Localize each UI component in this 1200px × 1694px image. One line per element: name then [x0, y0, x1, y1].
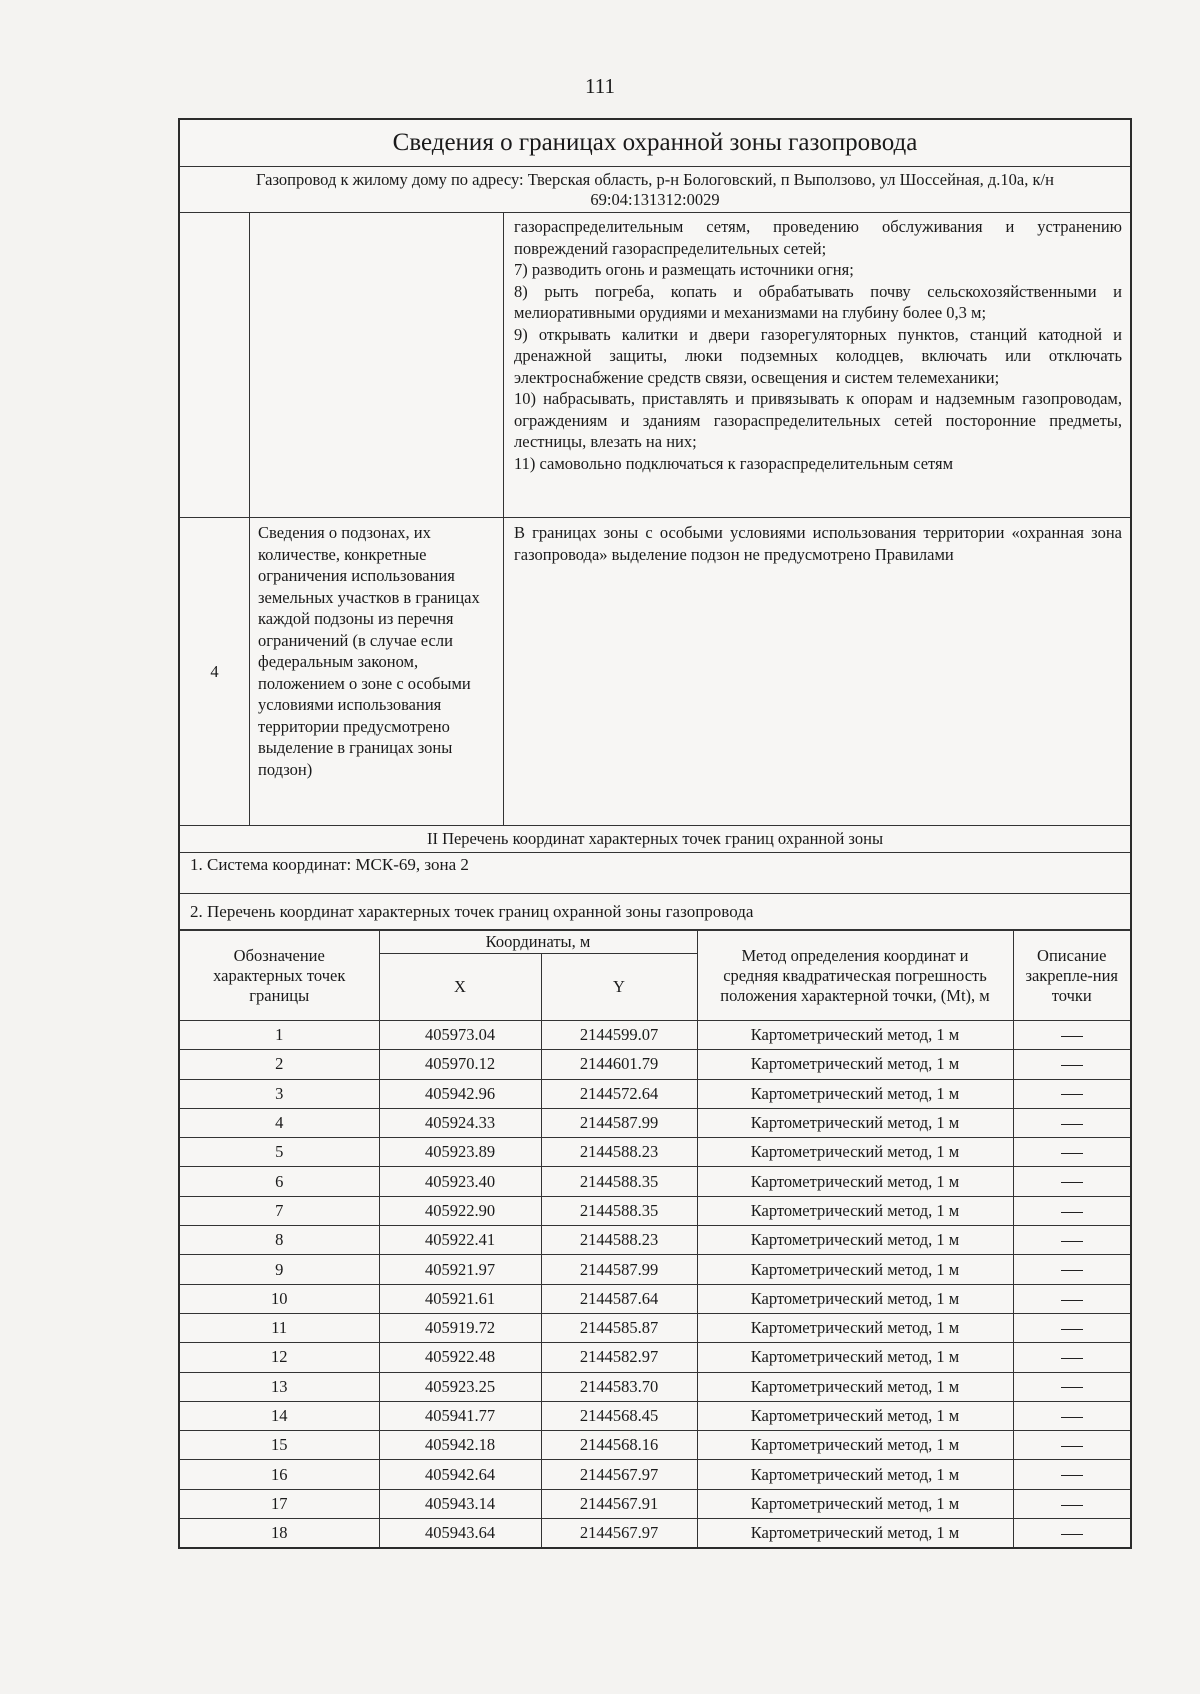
x-coordinate: 405970.12: [379, 1050, 541, 1079]
dash-mark: [1061, 1358, 1083, 1359]
x-coordinate: 405921.97: [379, 1255, 541, 1284]
y-coordinate: 2144588.35: [541, 1167, 697, 1196]
point-header: Обозначение характерных точек границы: [180, 931, 379, 1021]
dash-mark: [1061, 1475, 1083, 1476]
method-cell: Картометрический метод, 1 м: [697, 1372, 1013, 1401]
point-number: 11: [180, 1313, 379, 1342]
point-number: 8: [180, 1226, 379, 1255]
table-row: [180, 1138, 1130, 1167]
point-number: 14: [180, 1401, 379, 1430]
method-cell: Картометрический метод, 1 м: [697, 1284, 1013, 1313]
method-cell: Картометрический метод, 1 м: [697, 1255, 1013, 1284]
x-coordinate: 405942.64: [379, 1460, 541, 1489]
x-coordinate: 405942.18: [379, 1431, 541, 1460]
table-row: [180, 1401, 1130, 1430]
dash-mark: [1061, 1065, 1083, 1066]
method-cell: Картометрический метод, 1 м: [697, 1138, 1013, 1167]
point-number: 12: [180, 1343, 379, 1372]
point-number: 2: [180, 1050, 379, 1079]
dash-mark: [1061, 1329, 1083, 1330]
method-cell: Картометрический метод, 1 м: [697, 1167, 1013, 1196]
x-coordinate: 405923.89: [379, 1138, 541, 1167]
description-cell: [1013, 1079, 1130, 1108]
y-header: Y: [541, 954, 697, 1021]
table-row: [180, 1079, 1130, 1108]
point-number: 10: [180, 1284, 379, 1313]
y-coordinate: 2144567.91: [541, 1489, 697, 1518]
method-cell: Картометрический метод, 1 м: [697, 1519, 1013, 1548]
dash-mark: [1061, 1417, 1083, 1418]
method-cell: Картометрический метод, 1 м: [697, 1079, 1013, 1108]
dash-mark: [1061, 1153, 1083, 1154]
description-cell: [1013, 1284, 1130, 1313]
y-coordinate: 2144587.99: [541, 1255, 697, 1284]
restriction-line: газораспределительным сетям, проведению обслуживания и устранению повреждений газораспределительных сетей;: [514, 217, 1122, 258]
method-cell: Картометрический метод, 1 м: [697, 1050, 1013, 1079]
point-number: 15: [180, 1431, 379, 1460]
table-row: [180, 1255, 1130, 1284]
document-subtitle: Газопровод к жилому дому по адресу: Тверская область, р-н Бологовский, п Выползово, ул Шоссейная, д.10а, к/н 69:04:131312:0029: [180, 167, 1130, 213]
point-number: 6: [180, 1167, 379, 1196]
method-cell: Картометрический метод, 1 м: [697, 1489, 1013, 1518]
page-number: 111: [585, 74, 615, 98]
point-number: 17: [180, 1489, 379, 1518]
coordinates-table: [180, 930, 1130, 1547]
point-number: 9: [180, 1255, 379, 1284]
dash-mark: [1061, 1505, 1083, 1506]
description-cell: [1013, 1138, 1130, 1167]
y-coordinate: 2144567.97: [541, 1460, 697, 1489]
description-cell: [1013, 1372, 1130, 1401]
method-header: Метод определения координат и средняя квадратическая погрешность положения характерной точки, (Mt), м: [697, 931, 1013, 1021]
dash-mark: [1061, 1241, 1083, 1242]
description-cell: [1013, 1167, 1130, 1196]
x-coordinate: 405924.33: [379, 1108, 541, 1137]
section-heading: II Перечень координат характерных точек границ охранной зоны: [180, 826, 1130, 853]
y-coordinate: 2144588.23: [541, 1226, 697, 1255]
point-number: 16: [180, 1460, 379, 1489]
point-number: 7: [180, 1196, 379, 1225]
description-header: Описание закрепле-ния точки: [1013, 931, 1130, 1021]
description-cell: [1013, 1343, 1130, 1372]
y-coordinate: 2144587.64: [541, 1284, 697, 1313]
point-number: 4: [180, 1108, 379, 1137]
method-cell: Картометрический метод, 1 м: [697, 1313, 1013, 1342]
description-cell: [1013, 1313, 1130, 1342]
dash-mark: [1061, 1212, 1083, 1213]
method-cell: Картометрический метод, 1 м: [697, 1431, 1013, 1460]
description-cell: [1013, 1196, 1130, 1225]
subzones-row: [180, 518, 1130, 826]
x-coordinate: 405921.61: [379, 1284, 541, 1313]
x-coordinate: 405943.64: [379, 1519, 541, 1548]
y-coordinate: 2144585.87: [541, 1313, 697, 1342]
coordinate-system: 1. Система координат: МСК-69, зона 2: [180, 853, 1130, 894]
subzones-description: В границах зоны с особыми условиями использования территории «охранная зона газопровода» выделение подзон не предусмотрено Правилами: [514, 523, 1122, 564]
restrictions-text: [504, 213, 1130, 517]
subzones-parameter: Сведения о подзонах, их количестве, конкретные ограничения использования земельных участков в границах каждой подзоны из перечня ограничений (в случае если федеральным законом, положением о зоне с особыми условиями использования территории предусмотрено выделение в границах зоны подзон): [250, 518, 504, 825]
continuation-row: [180, 213, 1130, 518]
description-cell: [1013, 1108, 1130, 1137]
method-cell: Картометрический метод, 1 м: [697, 1343, 1013, 1372]
table-row: [180, 1343, 1130, 1372]
description-cell: [1013, 1401, 1130, 1430]
restriction-line: 9) открывать калитки и двери газорегуляторных пунктов, станций катодной и дренажной защиты, люки подземных колодцев, включать или отключать электроснабжение средств связи, освещения и систем телемеханики;: [514, 324, 1122, 387]
restriction-line: 7) разводить огонь и размещать источники огня;: [514, 260, 854, 279]
point-number: 5: [180, 1138, 379, 1167]
dash-mark: [1061, 1094, 1083, 1095]
y-coordinate: 2144587.99: [541, 1108, 697, 1137]
restriction-line: 10) набрасывать, приставлять и привязывать к опорам и надземным газопроводам, ограждениям и зданиям газораспределительных сетей посторонние предметы, лестницы, влезать на них;: [514, 389, 1122, 451]
dash-mark: [1061, 1300, 1083, 1301]
point-number: 1: [180, 1021, 379, 1050]
point-number: 3: [180, 1079, 379, 1108]
x-coordinate: 405942.96: [379, 1079, 541, 1108]
x-coordinate: 405922.41: [379, 1226, 541, 1255]
method-cell: Картометрический метод, 1 м: [697, 1226, 1013, 1255]
coords-header: Координаты, м: [379, 931, 697, 954]
description-cell: [1013, 1021, 1130, 1050]
description-cell: [1013, 1460, 1130, 1489]
description-cell: [1013, 1519, 1130, 1548]
method-cell: Картометрический метод, 1 м: [697, 1460, 1013, 1489]
description-cell: [1013, 1226, 1130, 1255]
zone-info-table: [178, 118, 1132, 1549]
coordinates-list-title: 2. Перечень координат характерных точек границ охранной зоны газопровода: [180, 894, 1130, 930]
point-number: 18: [180, 1519, 379, 1548]
x-coordinate: 405922.90: [379, 1196, 541, 1225]
dash-mark: [1061, 1387, 1083, 1388]
y-coordinate: 2144572.64: [541, 1079, 697, 1108]
table-row: [180, 1021, 1130, 1050]
description-cell: [1013, 1050, 1130, 1079]
x-coordinate: 405922.48: [379, 1343, 541, 1372]
table-row: [180, 1460, 1130, 1489]
continuation-parameter-cell: [250, 213, 504, 517]
x-coordinate: 405923.25: [379, 1372, 541, 1401]
method-cell: Картометрический метод, 1 м: [697, 1021, 1013, 1050]
table-row: [180, 1167, 1130, 1196]
y-coordinate: 2144582.97: [541, 1343, 697, 1372]
method-cell: Картометрический метод, 1 м: [697, 1401, 1013, 1430]
continuation-number-cell: [180, 213, 250, 517]
table-row: [180, 1284, 1130, 1313]
y-coordinate: 2144567.97: [541, 1519, 697, 1548]
x-coordinate: 405943.14: [379, 1489, 541, 1518]
x-header: X: [379, 954, 541, 1021]
table-row: [180, 1313, 1130, 1342]
y-coordinate: 2144568.16: [541, 1431, 697, 1460]
restriction-line: 11) самовольно подключаться к газораспределительным сетям: [514, 453, 954, 473]
row-number: 4: [180, 518, 250, 825]
x-coordinate: 405973.04: [379, 1021, 541, 1050]
y-coordinate: 2144599.07: [541, 1021, 697, 1050]
description-cell: [1013, 1255, 1130, 1284]
table-row: [180, 1108, 1130, 1137]
y-coordinate: 2144601.79: [541, 1050, 697, 1079]
table-row: [180, 1519, 1130, 1548]
table-row: [180, 1196, 1130, 1225]
table-row: [180, 1226, 1130, 1255]
description-cell: [1013, 1431, 1130, 1460]
table-row: [180, 1372, 1130, 1401]
y-coordinate: 2144583.70: [541, 1372, 697, 1401]
method-cell: Картометрический метод, 1 м: [697, 1108, 1013, 1137]
y-coordinate: 2144588.23: [541, 1138, 697, 1167]
point-number: 13: [180, 1372, 379, 1401]
dash-mark: [1061, 1270, 1083, 1271]
x-coordinate: 405919.72: [379, 1313, 541, 1342]
y-coordinate: 2144568.45: [541, 1401, 697, 1430]
description-cell: [1013, 1489, 1130, 1518]
x-coordinate: 405923.40: [379, 1167, 541, 1196]
method-cell: Картометрический метод, 1 м: [697, 1196, 1013, 1225]
table-row: [180, 1431, 1130, 1460]
table-row: [180, 1489, 1130, 1518]
y-coordinate: 2144588.35: [541, 1196, 697, 1225]
dash-mark: [1061, 1534, 1083, 1535]
table-row: [180, 1050, 1130, 1079]
document-title: Сведения о границах охранной зоны газопровода: [180, 120, 1130, 167]
dash-mark: [1061, 1446, 1083, 1447]
dash-mark: [1061, 1124, 1083, 1125]
dash-mark: [1061, 1036, 1083, 1037]
x-coordinate: 405941.77: [379, 1401, 541, 1430]
restriction-line: 8) рыть погреба, копать и обрабатывать почву сельскохозяйственными и мелиоративными орудиями и механизмами на глубину более 0,3 м;: [514, 281, 1122, 322]
dash-mark: [1061, 1182, 1083, 1183]
